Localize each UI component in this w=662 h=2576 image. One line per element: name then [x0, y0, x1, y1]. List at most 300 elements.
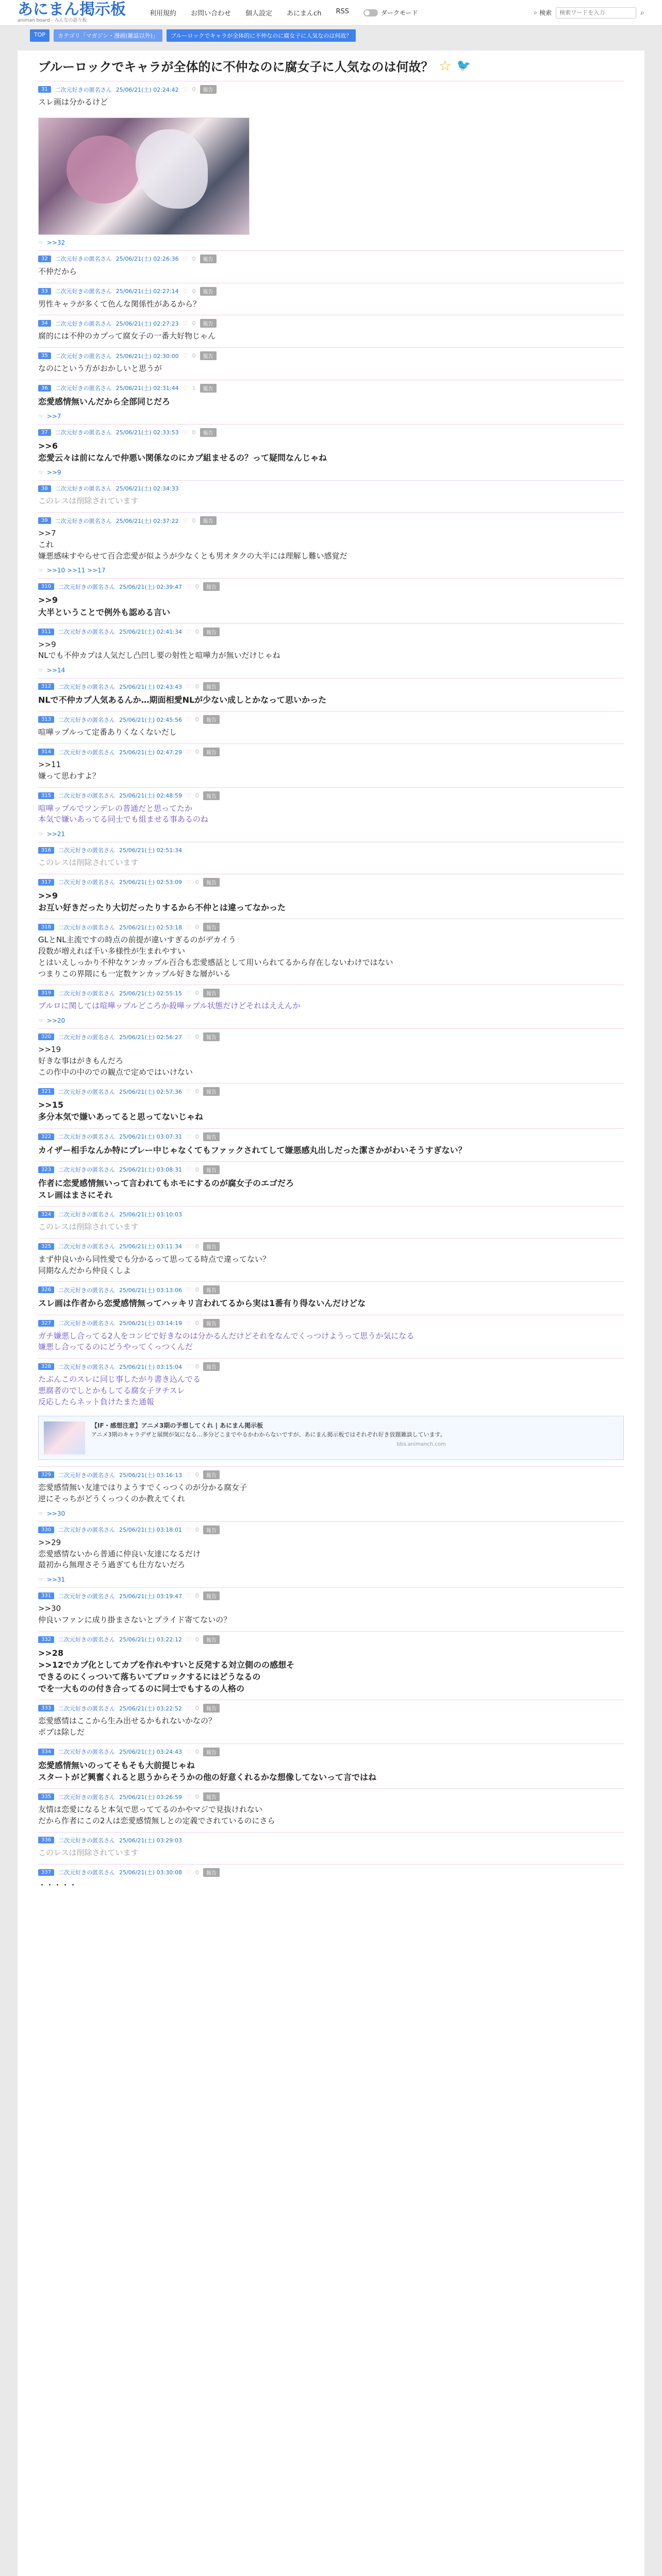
heart-icon[interactable]: ♡: [186, 990, 191, 997]
post-number[interactable]: 327: [38, 1320, 54, 1327]
poster-name: 二次元好きの匿名さん: [55, 288, 112, 295]
post-body: 不仲だから: [38, 266, 77, 276]
heart-icon[interactable]: ♡: [183, 352, 188, 359]
heart-icon[interactable]: ♡: [186, 924, 191, 931]
poster-name: 二次元好きの匿名さん: [58, 1592, 115, 1600]
post-number[interactable]: 33: [38, 288, 51, 295]
post-number[interactable]: 318: [38, 924, 54, 930]
post-body: >>9 お互い好きだったり大切だったりするから不仲とは違ってなかった: [38, 890, 286, 913]
post-number[interactable]: 326: [38, 1286, 54, 1293]
star-icon[interactable]: ☆: [438, 57, 452, 74]
post-item: [38, 424, 624, 480]
post-date: 25/06/21(土) 03:08:31: [119, 1166, 182, 1174]
post-date: 25/06/21(土) 02:56:27: [119, 1033, 182, 1041]
poster-name: 二次元好きの匿名さん: [58, 1133, 115, 1141]
post-body: 友情は恋愛になると本気で思っててるのかやマジで見抜けれない だから作者にこの2人は恋愛感情無しとの定義でされているのにさら: [38, 1805, 275, 1825]
like-count: 0: [195, 1526, 199, 1533]
post-body: GLとNL主流ですの時点の前提が違いすぎるのがデカイう 段数が増えれば千い多様性が生まれやすい とはいえしっかり不仲なケンカップル百合も恋愛感話として用いられてるから存在しないわけではない つまりこの界隈にも一定数ケンカップル好きな層がいる: [38, 935, 393, 978]
post-body: >>30 仲良いファンに成り掛まさないとプライド寄てないの？: [38, 1604, 231, 1624]
post-meta: [38, 1526, 624, 1534]
reply-links[interactable]: [38, 1017, 624, 1028]
post-number[interactable]: 320: [38, 1033, 54, 1040]
post-body: >>9 大半ということで例外も認める言い: [38, 595, 171, 617]
post-date: 25/06/21(土) 03:16:13: [119, 1471, 182, 1479]
post-body: 腐的には不仲のカプって腐女子の一番大好物じゃん: [38, 331, 216, 341]
reply-text[interactable]: >>31: [46, 1576, 65, 1584]
post-meta: [38, 1470, 624, 1479]
link-card[interactable]: [38, 1416, 624, 1460]
heart-icon[interactable]: ♡: [186, 628, 191, 635]
post-meta: [38, 582, 624, 591]
post-number[interactable]: 315: [38, 792, 54, 799]
poster-name: 二次元好きの匿名さん: [58, 847, 115, 854]
reply-icon: ☞: [38, 831, 44, 838]
reply-text[interactable]: >>7: [46, 412, 61, 420]
heart-icon[interactable]: ♡: [186, 1592, 191, 1600]
report-button[interactable]: 報告: [203, 1285, 220, 1294]
poster-name: 二次元好きの匿名さん: [58, 924, 115, 931]
card-text: [91, 1421, 446, 1454]
report-button[interactable]: 報告: [203, 1087, 220, 1096]
like-count: 0: [195, 1243, 199, 1250]
post-body: >>7 これ 嫌悪感味すやらせて百合恋愛が似ようが少なくとも男オタクの大半には理解し難い感覚だ: [38, 529, 347, 561]
post-number[interactable]: 332: [38, 1636, 54, 1643]
heart-icon[interactable]: ♡: [186, 1705, 191, 1712]
reply-text[interactable]: >>10 >>11 >>17: [46, 567, 106, 574]
report-button[interactable]: 報告: [203, 989, 220, 997]
post-body: 恋愛感情無い友達ではりようすでくっつくのが分かる腐女子 逆にそっちがどうくっつくのか教えてくれ: [38, 1483, 247, 1504]
toggle-switch[interactable]: [363, 9, 378, 16]
post-item: [38, 578, 624, 623]
report-button[interactable]: 報告: [200, 319, 217, 328]
reply-icon: ☞: [38, 1017, 44, 1024]
post-number[interactable]: 335: [38, 1793, 54, 1800]
report-button[interactable]: 報告: [203, 1704, 220, 1713]
reply-links[interactable]: [38, 1510, 624, 1521]
heart-icon[interactable]: ♡: [186, 716, 191, 723]
post-date: 25/06/21(土) 02:47:29: [119, 749, 182, 756]
poster-name: 二次元好きの匿名さん: [58, 1088, 115, 1095]
card-thumbnail: [44, 1421, 85, 1454]
card-title: 【IF・感想注意】アニメ3期の予想してくれ | あにまん掲示板: [91, 1422, 263, 1430]
reply-text[interactable]: >>9: [46, 469, 61, 477]
poster-name: 二次元好きの匿名さん: [58, 1837, 115, 1844]
poster-name: 二次元好きの匿名さん: [58, 583, 115, 590]
like-count: 0: [195, 1363, 199, 1370]
card-url: bbs.animanch.com: [396, 1441, 446, 1447]
post-list: [38, 81, 624, 1896]
post-number[interactable]: 334: [38, 1749, 54, 1755]
poster-name: 二次元好きの匿名さん: [58, 1286, 115, 1294]
like-count: 0: [195, 1793, 199, 1801]
post-item: [38, 250, 624, 283]
post-date: 25/06/21(土) 02:37:22: [115, 517, 179, 524]
post-number[interactable]: 328: [38, 1363, 54, 1370]
report-button[interactable]: 報告: [203, 1362, 220, 1371]
heart-icon[interactable]: ♡: [186, 1319, 191, 1327]
report-button[interactable]: 報告: [203, 791, 220, 800]
post-body: このレスは削除されています: [38, 858, 139, 868]
post-body: >>28 >>12でカプ化としてカプを作れやすいと反発する対立側のの感想そ できるのにくっついて落ちいてブロックするにはどうなるの でを一大ものの付き合ってるのに同士でもするの人格の: [38, 1648, 295, 1694]
post-body: このレスは削除されています: [38, 1222, 139, 1232]
post-number[interactable]: 34: [38, 320, 51, 327]
reply-links[interactable]: [38, 469, 624, 480]
like-count: 0: [195, 749, 199, 756]
report-button[interactable]: 報告: [203, 923, 220, 931]
post-item: [38, 512, 624, 578]
report-button[interactable]: 報告: [203, 1032, 220, 1041]
post-date: 25/06/21(土) 02:48:59: [119, 792, 182, 800]
heart-icon[interactable]: ♡: [186, 1363, 191, 1370]
post-number[interactable]: 316: [38, 847, 54, 854]
post-image[interactable]: [38, 117, 250, 235]
post-item: [38, 1832, 624, 1864]
like-count: 0: [195, 583, 199, 590]
post-date: 25/06/21(土) 02:45:56: [119, 716, 182, 723]
poster-name: 二次元好きの匿名さん: [58, 879, 115, 886]
nav-contact[interactable]: お問い合わせ: [191, 10, 231, 18]
reply-text[interactable]: >>20: [46, 1017, 65, 1024]
report-button[interactable]: 報告: [203, 1748, 220, 1756]
poster-name: 二次元好きの匿名さん: [58, 792, 115, 800]
post-number[interactable]: 36: [38, 385, 51, 392]
report-button[interactable]: 報告: [203, 1165, 220, 1174]
heart-icon[interactable]: ♡: [186, 1088, 191, 1095]
heart-icon[interactable]: ♡: [186, 1748, 191, 1755]
post-body: なのにという方がおかしいと思うが: [38, 364, 162, 373]
post-number[interactable]: 310: [38, 583, 54, 590]
heart-icon[interactable]: ♡: [186, 1166, 191, 1173]
heart-icon[interactable]: ♡: [186, 792, 191, 799]
poster-name: 二次元好きの匿名さん: [58, 716, 115, 723]
post-number[interactable]: 325: [38, 1243, 54, 1250]
report-button[interactable]: 報告: [200, 255, 217, 263]
report-button[interactable]: 報告: [200, 428, 217, 437]
like-count: 0: [195, 683, 199, 690]
poster-name: 二次元好きの匿名さん: [55, 485, 112, 493]
post-meta: [38, 484, 624, 493]
post-item: [38, 678, 624, 711]
search-button[interactable]: ⌕: [640, 8, 644, 17]
post-item: [38, 380, 624, 424]
post-meta: [38, 1704, 624, 1713]
dark-mode-toggle[interactable]: ダークモード: [363, 8, 418, 17]
report-button[interactable]: 報告: [203, 1635, 220, 1644]
nav-rss[interactable]: RSS: [336, 8, 349, 15]
poster-name: 二次元好きの匿名さん: [58, 1793, 115, 1801]
like-count: 0: [192, 517, 196, 524]
post-number[interactable]: 312: [38, 683, 54, 690]
crumb-top[interactable]: TOP: [30, 29, 49, 42]
reply-links[interactable]: [38, 413, 624, 424]
report-button[interactable]: 報告: [203, 748, 220, 756]
post-item: [38, 283, 624, 315]
reply-links[interactable]: [38, 239, 624, 250]
post-meta: [38, 1362, 624, 1371]
heart-icon[interactable]: ♡: [186, 683, 191, 690]
post-body: ガチ嫌悪し合ってる2人をコンビで好きなのは分かるんだけどそれをなんでくっつけようって思うか気になる 嫌悪し合ってるのにどうやってくっつくんだ: [38, 1331, 415, 1352]
poster-name: 二次元好きの匿名さん: [55, 352, 112, 360]
heart-icon[interactable]: ♡: [186, 878, 191, 886]
post-meta: [38, 255, 624, 263]
post-number[interactable]: 31: [38, 86, 51, 93]
heart-icon[interactable]: ♡: [186, 1471, 191, 1479]
post-date: 25/06/21(土) 03:18:01: [119, 1527, 182, 1534]
post-number[interactable]: 319: [38, 990, 54, 996]
poster-name: 二次元好きの匿名さん: [58, 1471, 115, 1479]
post-body: >>15 多分本気で嫌いあってると思ってないじゃね: [38, 1100, 203, 1122]
post-number[interactable]: 322: [38, 1133, 54, 1140]
reply-links[interactable]: [38, 567, 624, 578]
reply-text[interactable]: >>32: [46, 239, 65, 246]
post-item: [38, 743, 624, 787]
report-button[interactable]: 報告: [200, 516, 217, 525]
poster-name: 二次元好きの匿名さん: [58, 1166, 115, 1174]
post-body: 作者に恋愛感情無いって言われてもホモにするのが腐女子のエゴだろ スレ画はまさにそれ: [38, 1178, 294, 1200]
heart-icon[interactable]: ♡: [183, 86, 188, 93]
post-date: 25/06/21(土) 03:26:59: [119, 1793, 182, 1801]
post-date: 25/06/21(土) 02:57:36: [119, 1088, 182, 1095]
heart-icon[interactable]: ♡: [186, 1286, 191, 1294]
post-number[interactable]: 329: [38, 1471, 54, 1478]
reply-text[interactable]: >>14: [46, 667, 65, 674]
like-count: 0: [195, 924, 199, 931]
post-meta: [38, 1210, 624, 1218]
heart-icon[interactable]: ♡: [186, 1869, 191, 1876]
post-meta: [38, 1868, 624, 1877]
reply-links[interactable]: [38, 1576, 624, 1587]
report-button[interactable]: 報告: [203, 1132, 220, 1141]
report-button[interactable]: 報告: [203, 1319, 220, 1328]
post-number[interactable]: 35: [38, 352, 51, 359]
post-body: >>29 恋愛感情ないから普通に仲良い友達になるだけ 最初から無理さそう過ぎても仕方ないだろ: [38, 1537, 201, 1570]
poster-name: 二次元好きの匿名さん: [58, 990, 115, 997]
post-meta: [38, 1285, 624, 1294]
post-body: カイザー相手なんか特にプレー中じゃなくてもファックされてして嫌悪感丸出しだった潔さかがわいそうすぎない？: [38, 1145, 467, 1155]
like-count: 1: [192, 384, 196, 392]
post-meta: [38, 1792, 624, 1801]
poster-name: 二次元好きの匿名さん: [58, 1033, 115, 1041]
post-body: 恋愛感情はここから生み出せるかもれないかなの？ ポプは除しだ: [38, 1716, 217, 1737]
twitter-icon[interactable]: 🐦: [456, 59, 471, 72]
like-count: 0: [195, 1636, 199, 1643]
post-number[interactable]: 331: [38, 1592, 54, 1599]
post-body: スレ画は作者から恋愛感情無ってハッキリ言われてるから実は1番有り得ないんだけどな: [38, 1298, 366, 1309]
poster-name: 二次元好きの匿名さん: [58, 749, 115, 756]
post-number[interactable]: 39: [38, 517, 51, 524]
post-number[interactable]: 336: [38, 1837, 54, 1843]
report-button[interactable]: 報告: [203, 1792, 220, 1801]
post-meta: [38, 1836, 624, 1844]
post-body: このレスは削除されています: [38, 496, 139, 506]
reply-text[interactable]: >>30: [46, 1510, 65, 1517]
post-meta: [38, 1635, 624, 1644]
heart-icon[interactable]: ♡: [183, 255, 188, 262]
reply-text[interactable]: >>21: [46, 831, 65, 838]
reply-icon: ☞: [38, 1510, 44, 1517]
heart-icon[interactable]: ♡: [186, 1526, 191, 1533]
search-area: [534, 7, 644, 19]
post-body: >>6 恋愛云々は前になんで仲悪い関係なのにカプ組ませるの？って疑問なんじゃね: [38, 440, 327, 463]
heart-icon[interactable]: ♡: [183, 287, 188, 295]
post-date: 25/06/21(土) 03:22:12: [119, 1636, 182, 1643]
poster-name: 二次元好きの匿名さん: [58, 1636, 115, 1643]
report-button[interactable]: 報告: [203, 878, 220, 887]
heart-icon[interactable]: ♡: [186, 749, 191, 756]
card-desc: アニメ3期のキャラデザと展開が気になる…多分どこまでやるかわからないですが、あにまん掲示板ではそれぞれ好き放題雑談しています。: [91, 1431, 446, 1438]
heart-icon[interactable]: ♡: [186, 583, 191, 590]
post-date: 25/06/21(土) 02:39:47: [119, 583, 182, 590]
nav-animanch[interactable]: あにまんch: [287, 10, 322, 18]
post-date: 25/06/21(土) 03:11:34: [119, 1243, 182, 1250]
report-button[interactable]: 報告: [200, 85, 217, 94]
poster-name: 二次元好きの匿名さん: [58, 683, 115, 690]
report-button[interactable]: 報告: [203, 582, 220, 591]
crumb-thread[interactable]: ブルーロックでキャラが全体的に不仲なのに腐女子に人気なのは何故？: [167, 29, 356, 42]
post-number[interactable]: 311: [38, 629, 54, 635]
post-date: 25/06/21(土) 03:14:19: [119, 1320, 182, 1327]
post-number[interactable]: 317: [38, 879, 54, 886]
post-number[interactable]: 32: [38, 256, 51, 262]
post-number[interactable]: 333: [38, 1705, 54, 1711]
post-item: [38, 1743, 624, 1788]
post-date: 25/06/21(土) 03:13:06: [119, 1286, 182, 1294]
poster-name: 二次元好きの匿名さん: [55, 86, 112, 93]
post-body: 恋愛感情無いんだから全部同じだろ: [38, 396, 171, 406]
post-item: [38, 1083, 624, 1128]
post-number[interactable]: 330: [38, 1527, 54, 1533]
report-button[interactable]: 報告: [200, 351, 217, 360]
like-count: 0: [195, 1869, 199, 1876]
post-meta: [38, 846, 624, 854]
post-item: [38, 480, 624, 512]
report-button[interactable]: 報告: [203, 682, 220, 691]
like-count: 0: [192, 287, 196, 295]
heart-icon[interactable]: ♡: [183, 429, 188, 436]
post-number[interactable]: 337: [38, 1869, 54, 1876]
post-date: 25/06/21(土) 02:41:34: [119, 629, 182, 636]
post-body: ブルロに関しては喧嘩ップルどころか殺嘩ップル状態だけどそれはええんか: [38, 1001, 301, 1011]
heart-icon[interactable]: ♡: [183, 517, 188, 524]
reply-links[interactable]: [38, 667, 624, 678]
breadcrumb: [0, 26, 662, 45]
post-body: NLで不仲カプ人気あるんか…期面相愛NLが少ない成しとかなって思いかった: [38, 695, 327, 705]
poster-name: 二次元好きの匿名さん: [58, 1243, 115, 1250]
like-count: 0: [195, 1033, 199, 1040]
crumb-category[interactable]: カテゴリ「マガジン・漫画(雑誌以外)」: [54, 29, 162, 42]
post-date: 25/06/21(土) 02:53:09: [119, 879, 182, 886]
post-meta: [38, 1319, 624, 1328]
heart-icon[interactable]: ♡: [186, 1793, 191, 1801]
post-date: 25/06/21(土) 02:34:33: [115, 485, 179, 493]
post-item: [38, 1128, 624, 1161]
poster-name: 二次元好きの匿名さん: [58, 1320, 115, 1327]
post-number[interactable]: 324: [38, 1211, 54, 1218]
report-button[interactable]: 報告: [203, 1526, 220, 1534]
post-body: まず仲良いから同性愛でも分かるって思ってる時点で違ってない？ 同期なんだから仲良くしよ: [38, 1254, 271, 1275]
report-button[interactable]: 報告: [203, 1242, 220, 1251]
site-logo[interactable]: あにまん掲示板 animan board - みんなの語り板: [18, 1, 126, 23]
nav-terms[interactable]: 利用規約: [150, 10, 177, 18]
heart-icon[interactable]: ♡: [186, 1636, 191, 1643]
reply-icon: ☞: [38, 667, 44, 674]
post-item: [38, 623, 624, 679]
post-item: [38, 787, 624, 842]
search-input[interactable]: [556, 7, 636, 19]
post-meta: [38, 923, 624, 931]
post-item: [38, 1864, 624, 1896]
reply-links[interactable]: [38, 831, 624, 842]
heart-icon[interactable]: ♡: [183, 384, 188, 392]
like-count: 0: [195, 1088, 199, 1095]
post-date: 25/06/21(土) 02:30:00: [115, 352, 179, 360]
post-meta: [38, 878, 624, 887]
like-count: 0: [195, 1166, 199, 1173]
poster-name: 二次元好きの匿名さん: [58, 1363, 115, 1370]
post-meta: [38, 628, 624, 636]
heart-icon[interactable]: ♡: [186, 1133, 191, 1140]
post-date: 25/06/21(土) 03:30:08: [119, 1869, 182, 1876]
post-body: ・・・・・: [38, 1880, 77, 1890]
report-button[interactable]: 報告: [200, 384, 217, 393]
heart-icon[interactable]: ♡: [186, 1243, 191, 1250]
post-item: [38, 1161, 624, 1206]
like-count: 0: [192, 255, 196, 262]
post-number[interactable]: 314: [38, 749, 54, 755]
post-item: [38, 919, 624, 985]
post-date: 25/06/21(土) 02:27:14: [115, 288, 179, 295]
heart-icon[interactable]: ♡: [183, 320, 188, 327]
report-button[interactable]: 報告: [203, 628, 220, 636]
like-count: 0: [195, 1748, 199, 1755]
poster-name: 二次元好きの匿名さん: [58, 1527, 115, 1534]
reply-icon: ☞: [38, 1576, 44, 1584]
report-button[interactable]: 報告: [203, 1591, 220, 1600]
thread-container: [18, 50, 644, 2576]
heart-icon[interactable]: ♡: [186, 1033, 191, 1040]
post-item: [38, 347, 624, 380]
post-item: [38, 1700, 624, 1743]
report-button[interactable]: 報告: [203, 1868, 220, 1877]
post-item: [38, 874, 624, 919]
post-item: [38, 711, 624, 743]
post-item: [38, 1587, 624, 1631]
report-button[interactable]: 報告: [203, 715, 220, 724]
report-button[interactable]: 報告: [200, 287, 217, 296]
post-meta: [38, 85, 624, 94]
post-number[interactable]: 321: [38, 1088, 54, 1095]
post-number[interactable]: 38: [38, 485, 51, 492]
post-date: 25/06/21(土) 03:19:47: [119, 1592, 182, 1600]
like-count: 0: [195, 716, 199, 723]
like-count: 0: [192, 352, 196, 359]
nav-settings[interactable]: 個人設定: [245, 10, 273, 18]
post-item: [38, 81, 624, 250]
report-button[interactable]: 報告: [203, 1470, 220, 1479]
like-count: 0: [195, 1471, 199, 1479]
post-number[interactable]: 313: [38, 716, 54, 723]
reply-icon: ☞: [38, 567, 44, 574]
post-number[interactable]: 323: [38, 1166, 54, 1173]
like-count: 0: [192, 429, 196, 436]
post-item: [38, 1358, 624, 1460]
post-date: 25/06/21(土) 02:43:43: [119, 683, 182, 690]
post-meta: [38, 1242, 624, 1251]
poster-name: 二次元好きの匿名さん: [58, 629, 115, 636]
poster-name: 二次元好きの匿名さん: [55, 256, 112, 263]
post-body: 喧嘩ップルでツンデレの普通だと思ってたか 本気で嫌いあってる同士でも組ませる事あるのね: [38, 803, 208, 824]
post-number[interactable]: 37: [38, 429, 51, 436]
